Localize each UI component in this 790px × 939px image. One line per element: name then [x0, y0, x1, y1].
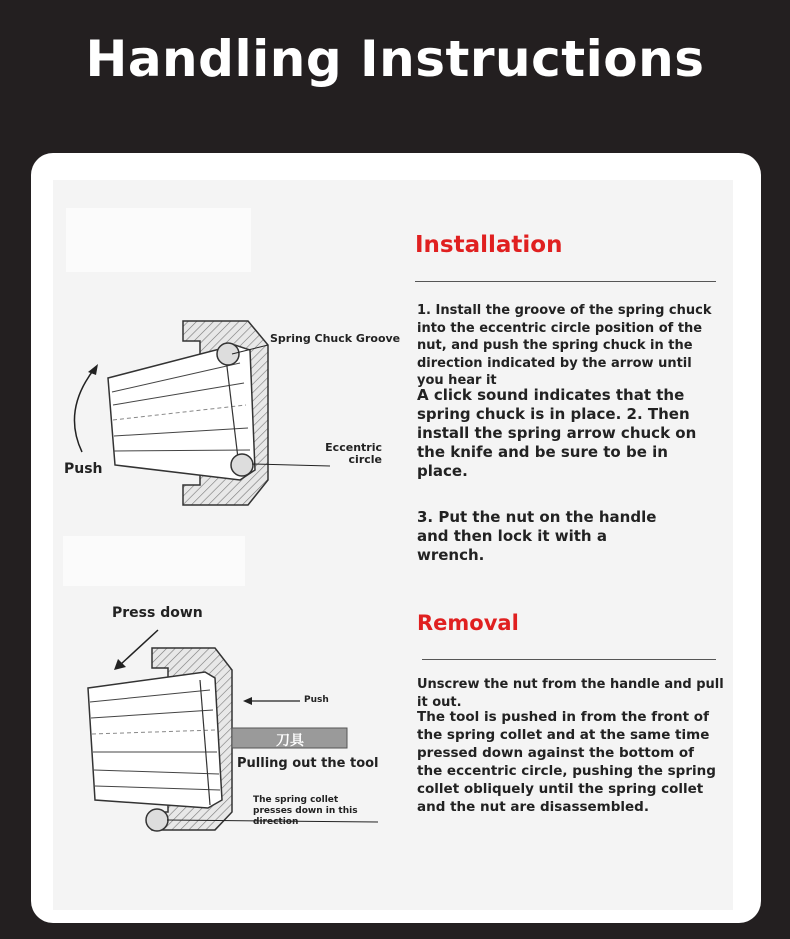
- removal-intro: Unscrew the nut from the handle and pull it out.: [417, 677, 724, 710]
- page-title: Handling Instructions: [85, 30, 705, 88]
- label-push-small: Push: [304, 695, 329, 705]
- tool-label: 刀具: [276, 733, 304, 749]
- label-collet-direction: The spring collet presses down in this direction: [253, 795, 358, 827]
- label-spring-chuck-groove: Spring Chuck Groove: [270, 332, 401, 345]
- installation-heading: Installation: [415, 232, 563, 258]
- removal-heading: Removal: [417, 611, 519, 635]
- label-eccentric-circle: Eccentric circle: [325, 441, 382, 466]
- installation-divider: [415, 281, 716, 282]
- installation-step-3: 3. Put the nut on the handle and then lock it with a wrench.: [417, 508, 657, 564]
- spring-collet: [88, 672, 222, 808]
- eccentric-circle: [146, 809, 168, 831]
- removal-detail: The tool is pushed in from the front of the spring collet and at the same time pressed down against the bottom of the eccentric circle, pushing the spring collet obliquely until the spring collet and the nut are disassembled.: [417, 709, 716, 815]
- removal-divider: [422, 659, 716, 660]
- label-push: Push: [64, 461, 103, 477]
- label-pulling-out-tool: Pulling out the tool: [237, 756, 379, 771]
- installation-step-2: A click sound indicates that the spring chuck is in place. 2. Then install the spring arrow chuck on the knife and be sure to be in place.: [417, 386, 697, 480]
- label-press-down: Press down: [112, 605, 203, 621]
- installation-step-1: 1. Install the groove of the spring chuck into the eccentric circle position of the nut, and push the spring chuck in the direction indicated by the arrow until you hear it: [417, 303, 712, 388]
